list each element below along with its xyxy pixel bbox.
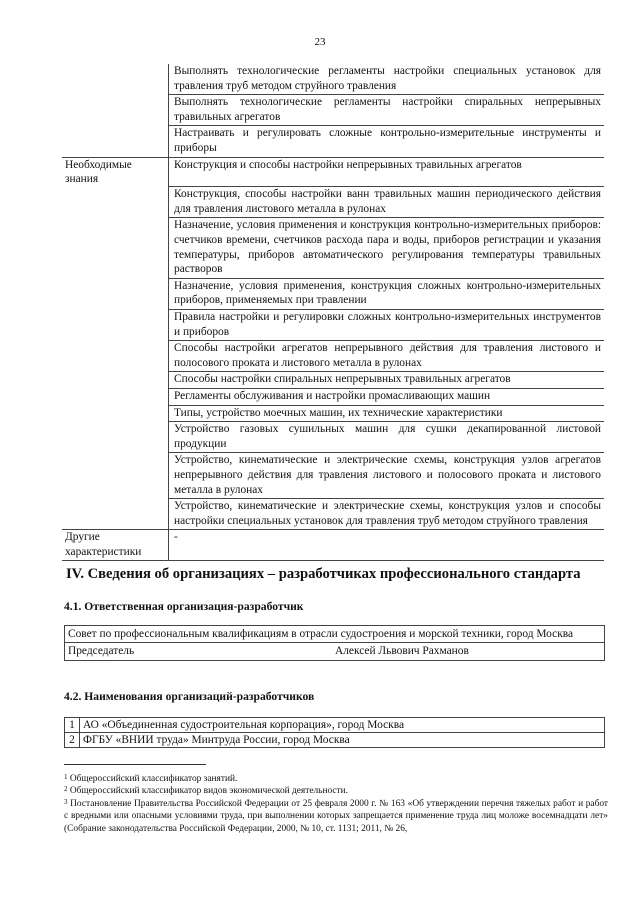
footnote-mark: 2 <box>64 785 68 794</box>
row-label <box>62 405 169 422</box>
row-text: Правила настройки и регулировки сложных контрольно-измерительных инструментов и приборов <box>169 310 605 341</box>
table-row <box>62 64 604 95</box>
table-row <box>62 157 604 187</box>
signatory-role: Председатель <box>68 645 135 658</box>
page-number: 23 <box>314 36 326 48</box>
requirements-table <box>62 64 604 561</box>
footnote <box>64 798 608 835</box>
footnote-mark: 1 <box>64 773 68 781</box>
footnote-divider <box>64 764 206 765</box>
row-label <box>62 310 169 341</box>
footnote <box>64 773 608 785</box>
row-label <box>62 499 169 530</box>
table-row <box>65 718 605 733</box>
table-row <box>62 341 604 372</box>
responsible-org-table <box>64 625 605 661</box>
row-label <box>62 126 169 157</box>
row-label <box>62 388 169 405</box>
table-row <box>62 453 604 499</box>
table-row <box>65 626 605 643</box>
row-text: Типы, устройство моечных машин, их технические характеристики <box>169 405 605 422</box>
row-label <box>62 422 169 453</box>
table-row <box>62 372 604 389</box>
row-text: Устройство газовых сушильных машин для сушки декапированной листовой продукции <box>169 422 605 453</box>
row-label <box>62 341 169 372</box>
row-number: 1 <box>65 718 80 733</box>
footnote-text: Общероссийский классификатор видов экономической деятельности. <box>69 786 349 797</box>
table-row <box>62 126 604 157</box>
row-text: Выполнять технологические регламенты настройки специальных установок для травления труб методом струйного травления <box>169 64 605 95</box>
row-label <box>62 95 169 126</box>
table-row <box>62 310 604 341</box>
row-label <box>62 64 169 95</box>
table-row <box>62 499 604 530</box>
row-text: Устройство, кинематические и электрические схемы, конструкция узлов и способы настройки специальных установок для травления труб методом струйного травления <box>169 499 605 530</box>
footnotes <box>64 773 608 835</box>
footnote <box>64 785 608 797</box>
section-title: IV. Сведения об организациях – разработчиках профессионального стандарта <box>66 566 581 582</box>
footnote-text: Постановление Правительства Российской Федерации от 25 февраля 2000 г. № 163 «Об утверждении перечня тяжелых работ и работ с вредными или опасными условиями труда, при выполнении которых запрещается применение труда лиц моложе восемнадцати лет» (Собрание законодательства Российской Федерации, 2000, № 10, ст. 1131; 2011, № 26, <box>64 798 608 834</box>
developer-name: АО «Объединенная судостроительная корпорация», город Москва <box>80 718 605 733</box>
row-label <box>62 187 169 218</box>
row-text: Конструкция и способы настройки непрерывных травильных агрегатов <box>169 157 605 187</box>
row-text: Назначение, условия применения и конструкция контрольно-измерительных приборов: счетчиков времени, счетчиков расхода пара и воды, приборов регистрации и указания температуры, приборов автоматического регулирования температуры травильных растворов <box>169 218 605 278</box>
row-text: Способы настройки агрегатов непрерывного действия для травления листового и полосового проката и листового металла в рулонах <box>169 341 605 372</box>
row-number: 2 <box>65 733 80 748</box>
row-text: Устройство, кинематические и электрические схемы, конструкция узлов агрегатов непрерывного действия для травления листового и полосового проката и листового металла в рулонах <box>169 453 605 499</box>
table-row <box>62 388 604 405</box>
row-label <box>62 453 169 499</box>
row-text: Конструкция, способы настройки ванн травильных машин периодического действия для травления листового металла в рулонах <box>169 187 605 218</box>
row-label: Необходимые знания <box>62 157 169 187</box>
table-row <box>62 405 604 422</box>
table-row <box>62 422 604 453</box>
row-text: Регламенты обслуживания и настройки промасливающих машин <box>169 388 605 405</box>
table-row <box>65 733 605 748</box>
developer-name: ФГБУ «ВНИИ труда» Минтруда России, город Москва <box>80 733 605 748</box>
footnote-text: Общероссийский классификатор занятий. <box>69 774 238 784</box>
table-row <box>62 530 604 560</box>
row-text: Выполнять технологические регламенты настройки спиральных непрерывных травильных агрегатов <box>169 95 605 126</box>
responsible-org-heading: 4.1. Ответственная организация-разработчик <box>64 600 304 613</box>
row-text: Настраивать и регулировать сложные контрольно-измерительные инструменты и приборы <box>169 126 605 157</box>
table-row <box>62 278 604 309</box>
table-row <box>62 218 604 278</box>
row-label <box>62 218 169 278</box>
developers-heading: 4.2. Наименования организаций-разработчиков <box>64 690 315 703</box>
org-name: Совет по профессиональным квалификациям в отрасли судостроения и морской техники, город Москва <box>65 626 605 643</box>
row-label <box>62 278 169 309</box>
table-row <box>65 643 605 660</box>
org-signatory <box>65 643 605 660</box>
table-row <box>62 187 604 218</box>
signatory-name: Алексей Львович Рахманов <box>335 645 469 658</box>
developers-table <box>64 717 605 748</box>
footnote-mark: 3 <box>64 797 68 806</box>
row-text: Назначение, условия применения, конструкция сложных контрольно-измерительных приборов, применяемых при травлении <box>169 278 605 309</box>
row-text: - <box>169 530 605 560</box>
row-label: Другие характеристики <box>62 530 169 560</box>
row-text: Способы настройки спиральных непрерывных травильных агрегатов <box>169 372 605 389</box>
table-row <box>62 95 604 126</box>
row-label <box>62 372 169 389</box>
